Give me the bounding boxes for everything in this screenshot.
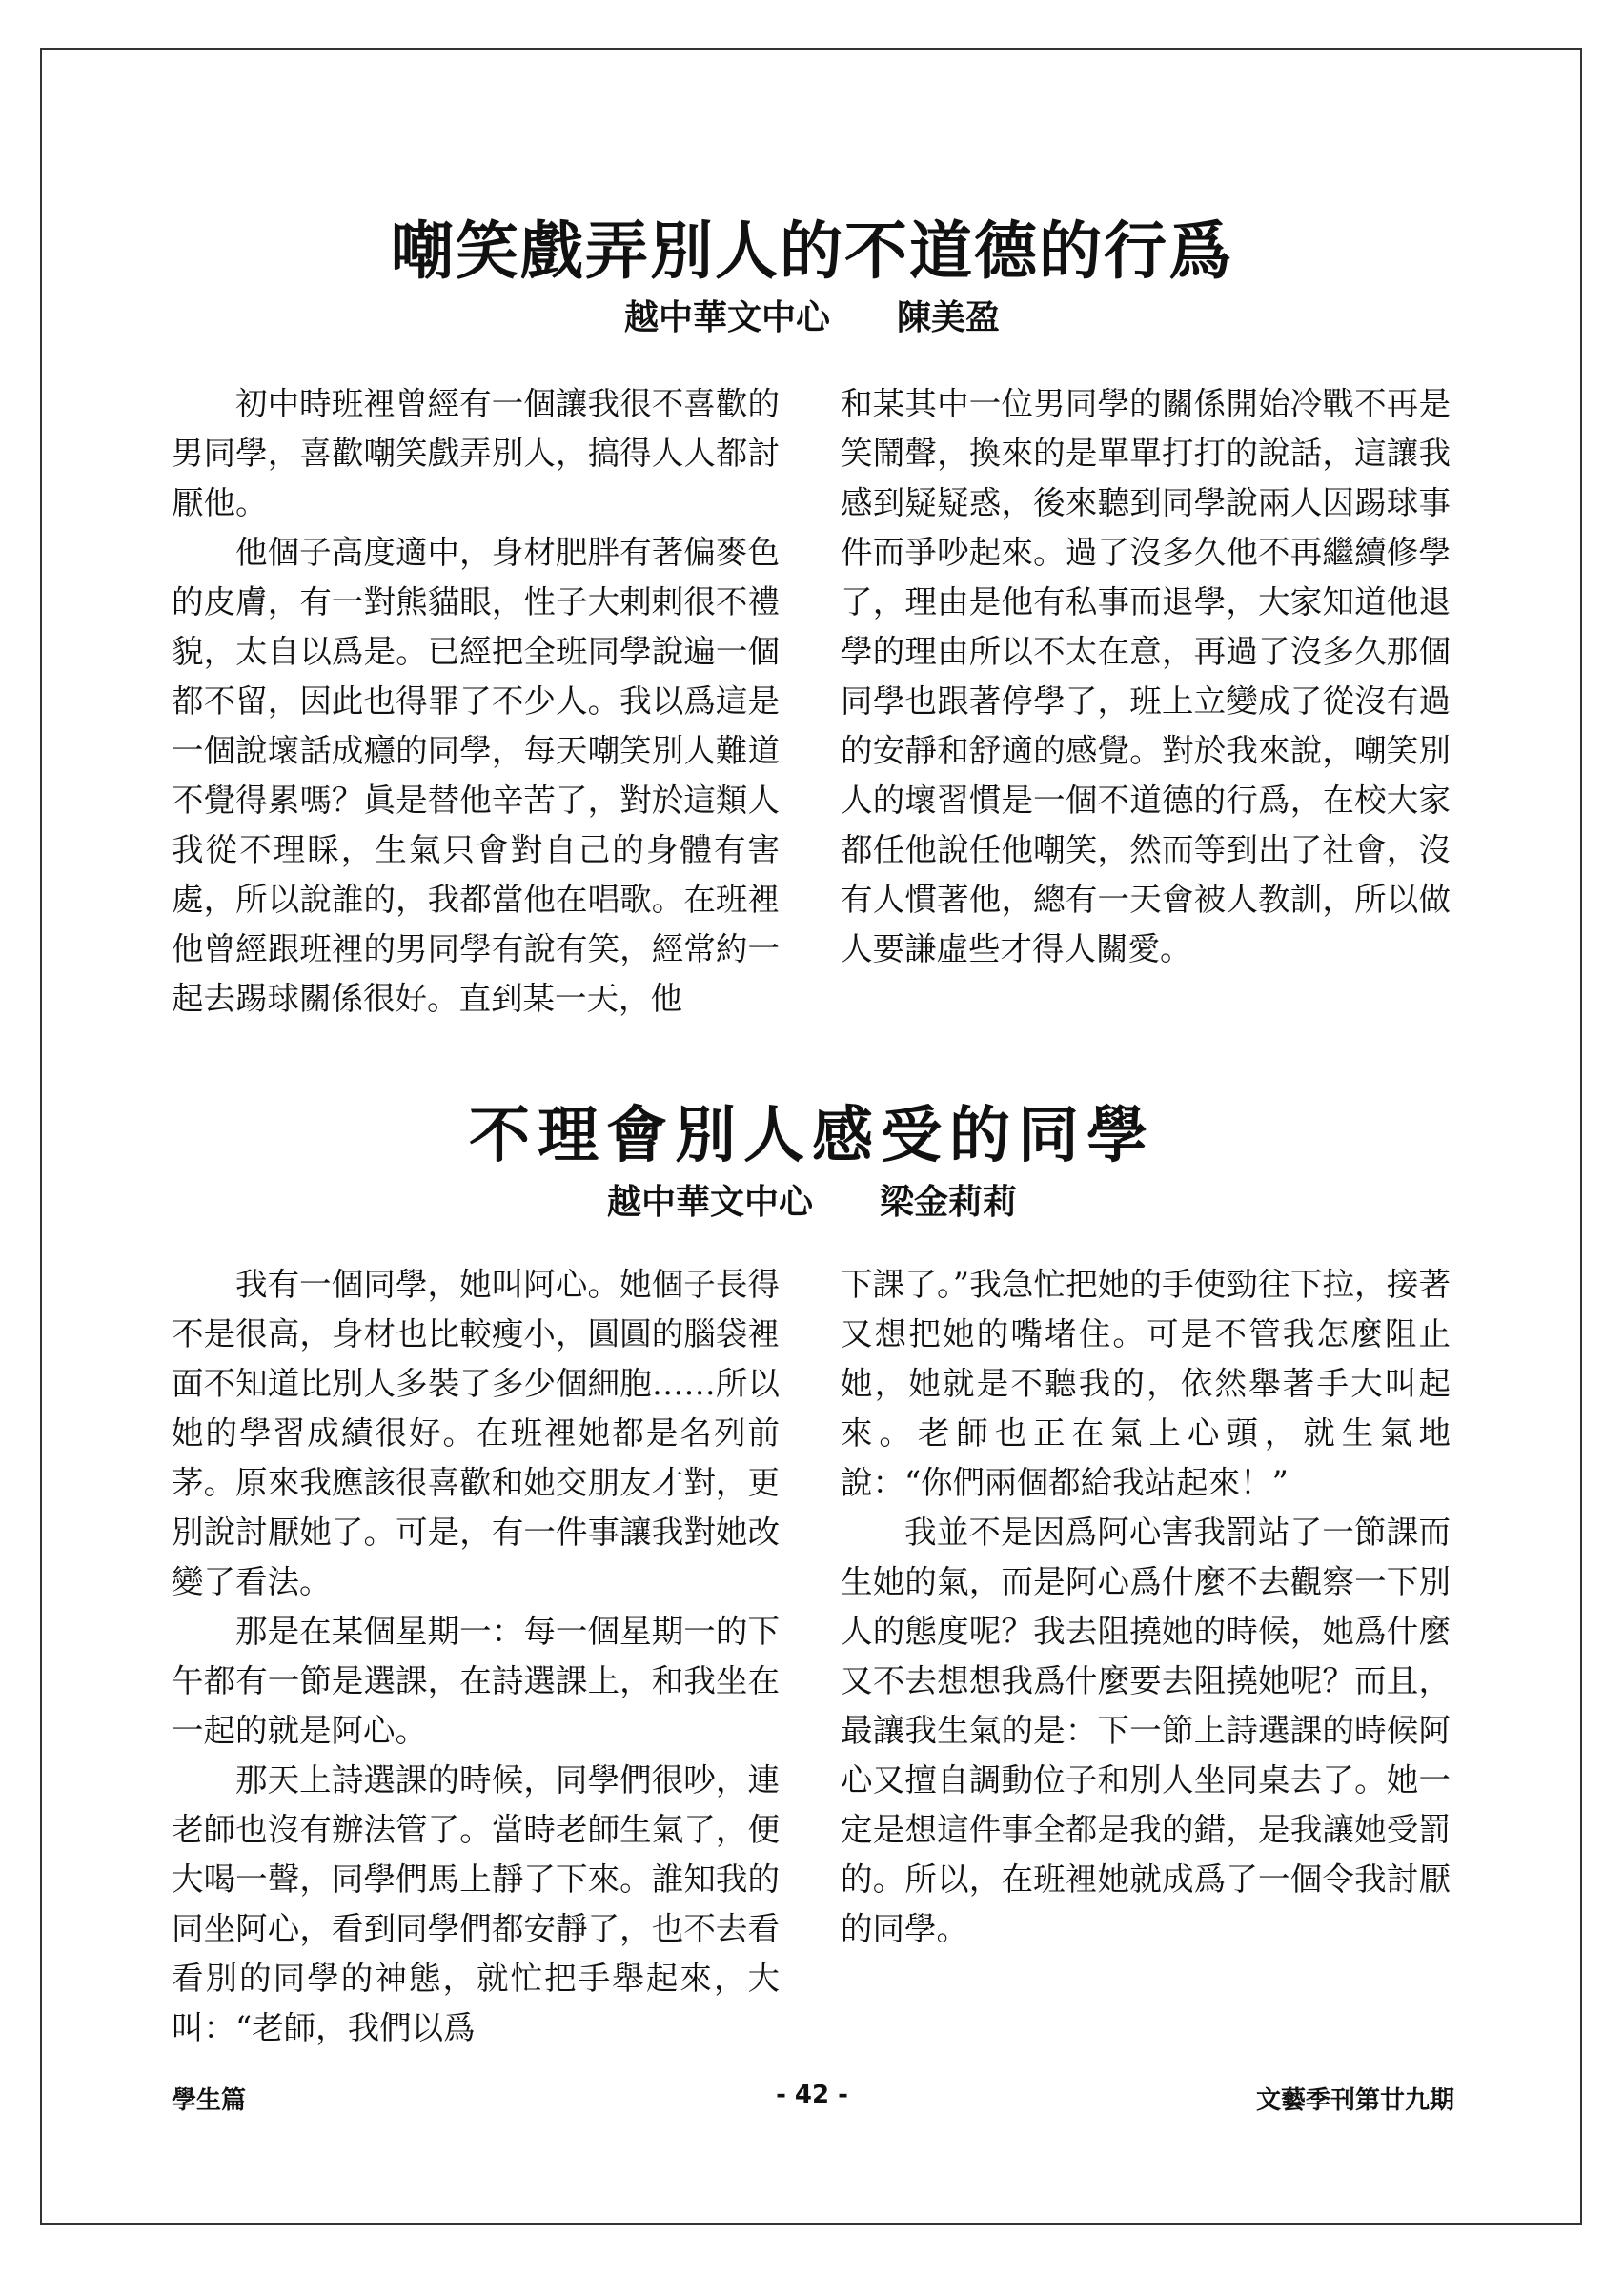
byline-1	[0, 291, 1624, 339]
paragraph: 他個子高度適中，身材肥胖有著偏麥色的皮膚，有一對熊貓眼，性子大剌剌很不禮貌，太自以爲是。已經把全班同學說遍一個都不留，因此也得罪了不少人。我以爲這是一個說壞話成癮的同學，每天嘲笑別人難道不覺得累嗎？眞是替他辛苦了，對於這類人我從不理睬，生氣只會對自己的身體有害處，所以說誰的，我都當他在唱歌。在班裡他曾經跟班裡的男同學有說有笑，經常約一起去踢球關係很好。直到某一天，他	[172, 534, 780, 1017]
paragraph: 那天上詩選課的時候，同學們很吵，連老師也沒有辦法管了。當時老師生氣了，便大喝一聲，同學們馬上靜了下來。誰知我的同坐阿心，看到同學們都安靜了，也不去看看別的同學的神態，就忙把手舉起來，大叫：“老師，我們以爲	[172, 1761, 780, 2046]
paragraph: 那是在某個星期一：每一個星期一的下午都有一節是選課，在詩選課上，和我坐在一起的就是阿心。	[172, 1613, 780, 1749]
paragraph: 我有一個同學，她叫阿心。她個子長得不是很高，身材也比較瘦小，圓圓的腦袋裡面不知道比別人多裝了多少個細胞……所以她的學習成績很好。在班裡她都是名列前茅。原來我應該很喜歡和她交朋友才對，更別說討厭她了。可是，有一件事讓我對她改變了看法。	[172, 1266, 780, 1600]
footer-page-number: - 42 -	[776, 2081, 848, 2109]
byline-author: 梁金莉莉	[880, 1182, 1018, 1222]
article-1-column-right	[841, 379, 1451, 974]
article-2-column-right	[841, 1260, 1451, 1954]
footer-publication: 文藝季刊第廿九期	[1255, 2086, 1454, 2115]
article-title-2: 不理會別人感受的同學	[469, 1100, 1155, 1171]
article-2-column-left	[172, 1260, 780, 2053]
byline-school: 越中華文中心	[623, 297, 830, 337]
article-title-1: 嘲笑戲弄別人的不道德的行爲	[391, 213, 1233, 288]
byline-author: 陳美盈	[897, 297, 1001, 337]
byline-school: 越中華文中心	[606, 1182, 813, 1222]
byline-2	[0, 1175, 1624, 1224]
footer-section: 學生篇	[172, 2086, 247, 2115]
article-1-column-left	[172, 379, 780, 1024]
paragraph: 和某其中一位男同學的關係開始冷戰不再是笑鬧聲，換來的是單單打打的說話，這讓我感到疑疑惑，後來聽到同學說兩人因踢球事件而爭吵起來。過了沒多久他不再繼續修學了，理由是他有私事而退學，大家知道他退學的理由所以不太在意，再過了沒多久那個同學也跟著停學了，班上立變成了從沒有過的安靜和舒適的感覺。對於我來說，嘲笑別人的壞習慣是一個不道德的行爲，在校大家都任他說任他嘲笑，然而等到出了社會，沒有人慣著他，總有一天會被人教訓，所以做人要謙虛些才得人關愛。	[841, 385, 1451, 967]
paragraph: 我並不是因爲阿心害我罰站了一節課而生她的氣，而是阿心爲什麼不去觀察一下別人的態度呢？我去阻撓她的時候，她爲什麼又不去想想我爲什麼要去阻撓她呢？而且，最讓我生氣的是：下一節上詩選課的時候阿心又擅自調動位子和別人坐同桌去了。她一定是想這件事全都是我的錯，是我讓她受罰的。所以，在班裡她就成爲了一個令我討厭的同學。	[841, 1514, 1451, 1947]
paragraph: 初中時班裡曾經有一個讓我很不喜歡的男同學，喜歡嘲笑戲弄別人，搞得人人都討厭他。	[172, 385, 780, 521]
paragraph: 下課了。”我急忙把她的手使勁往下拉，接著又想把她的嘴堵住。可是不管我怎麼阻止她，她就是不聽我的，依然舉著手大叫起來。老師也正在氣上心頭，就生氣地說：“你們兩個都給我站起來！”	[841, 1266, 1451, 1501]
